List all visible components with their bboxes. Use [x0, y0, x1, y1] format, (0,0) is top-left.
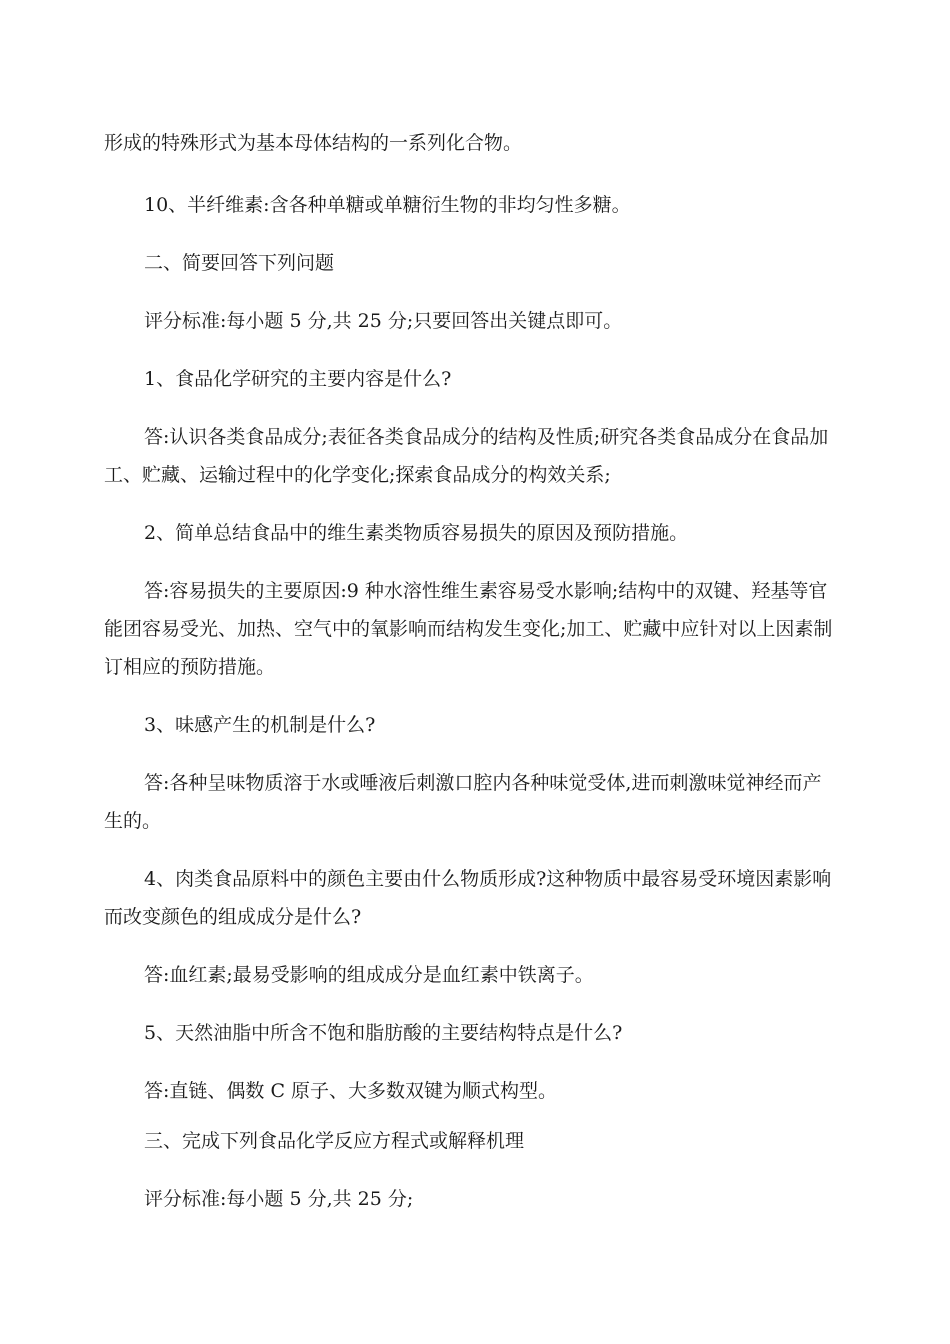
scoring-criteria-2: 评分标准:每小题 5 分,共 25 分;只要回答出关键点即可。	[144, 310, 623, 332]
question-3: 3、味感产生的机制是什么?	[144, 714, 376, 736]
scoring-criteria-3: 评分标准:每小题 5 分,共 25 分;	[144, 1188, 414, 1210]
paragraph-continuation: 形成的特殊形式为基本母体结构的一系列化合物。	[104, 132, 523, 154]
section-heading-2: 二、简要回答下列问题	[144, 252, 335, 274]
answer-2: 答:容易损失的主要原因:9 种水溶性维生素容易受水影响;结构中的双键、羟基等官能团容易受光、加热、空气中的氧影响而结构发生变化;加工、贮藏中应针对以上因素制订相应的预防措施。	[104, 580, 833, 678]
question-5: 5、天然油脂中所含不饱和脂肪酸的主要结构特点是什么?	[144, 1022, 623, 1044]
question-1: 1、食品化学研究的主要内容是什么?	[144, 368, 452, 390]
answer-4: 答:血红素;最易受影响的组成成分是血红素中铁离子。	[144, 964, 594, 986]
definition-hemicellulose: 10、半纤维素:含各种单糖或单糖衍生物的非均匀性多糖。	[144, 194, 631, 216]
answer-1: 答:认识各类食品成分;表征各类食品成分的结构及性质;研究各类食品成分在食品加工、贮藏、运输过程中的化学变化;探索食品成分的构效关系;	[104, 426, 829, 486]
answer-5: 答:直链、偶数 C 原子、大多数双键为顺式构型。	[144, 1080, 558, 1102]
section-heading-3: 三、完成下列食品化学反应方程式或解释机理	[144, 1130, 525, 1152]
question-2: 2、简单总结食品中的维生素类物质容易损失的原因及预防措施。	[144, 522, 689, 544]
question-4: 4、肉类食品原料中的颜色主要由什么物质形成?这种物质中最容易受环境因素影响而改变颜色的组成成分是什么?	[104, 868, 832, 928]
answer-3: 答:各种呈味物质溶于水或唾液后刺激口腔内各种味觉受体,进而刺激味觉神经而产生的。	[104, 772, 822, 832]
